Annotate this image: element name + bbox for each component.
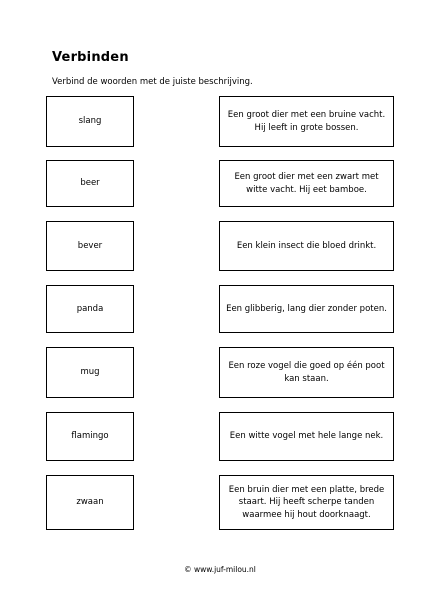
description-label: Een groot dier met een bruine vacht. Hij leeft in grote bossen. — [227, 110, 386, 133]
word-label: flamingo — [71, 431, 109, 442]
copyright-footer: © www.juf-milou.nl — [184, 565, 256, 574]
instruction-text: Verbind de woorden met de juiste beschrijving. — [52, 77, 253, 87]
description-box[interactable] — [219, 96, 394, 147]
word-label: slang — [78, 116, 102, 127]
description-box[interactable] — [219, 412, 394, 461]
description-label: Een bruin dier met een platte, brede staart. Hij heeft scherpe tanden waarmee hij hout doorknaagt. — [228, 485, 385, 520]
word-box[interactable] — [46, 160, 134, 207]
description-label: Een klein insect die bloed drinkt. — [236, 240, 377, 251]
word-label: beer — [80, 178, 100, 189]
word-label: zwaan — [76, 497, 104, 508]
description-box[interactable] — [219, 160, 394, 207]
page-title: Verbinden — [52, 50, 129, 65]
word-label: bever — [77, 240, 103, 251]
word-box[interactable] — [46, 285, 134, 333]
description-box[interactable] — [219, 285, 394, 333]
description-label: Een roze vogel die goed op één poot kan staan. — [228, 361, 385, 384]
description-label: Een witte vogel met hele lange nek. — [229, 431, 384, 442]
description-label: Een groot dier met een zwart met witte vacht. Hij eet bamboe. — [234, 172, 379, 195]
word-label: panda — [76, 303, 104, 314]
word-box[interactable] — [46, 221, 134, 271]
word-box[interactable] — [46, 412, 134, 461]
description-box[interactable] — [219, 347, 394, 398]
word-box[interactable] — [46, 347, 134, 398]
word-label: mug — [80, 367, 100, 378]
description-label: Een glibberig, lang dier zonder poten. — [226, 303, 387, 314]
word-box[interactable] — [46, 475, 134, 530]
description-box[interactable] — [219, 475, 394, 530]
word-box[interactable] — [46, 96, 134, 147]
description-box[interactable] — [219, 221, 394, 271]
